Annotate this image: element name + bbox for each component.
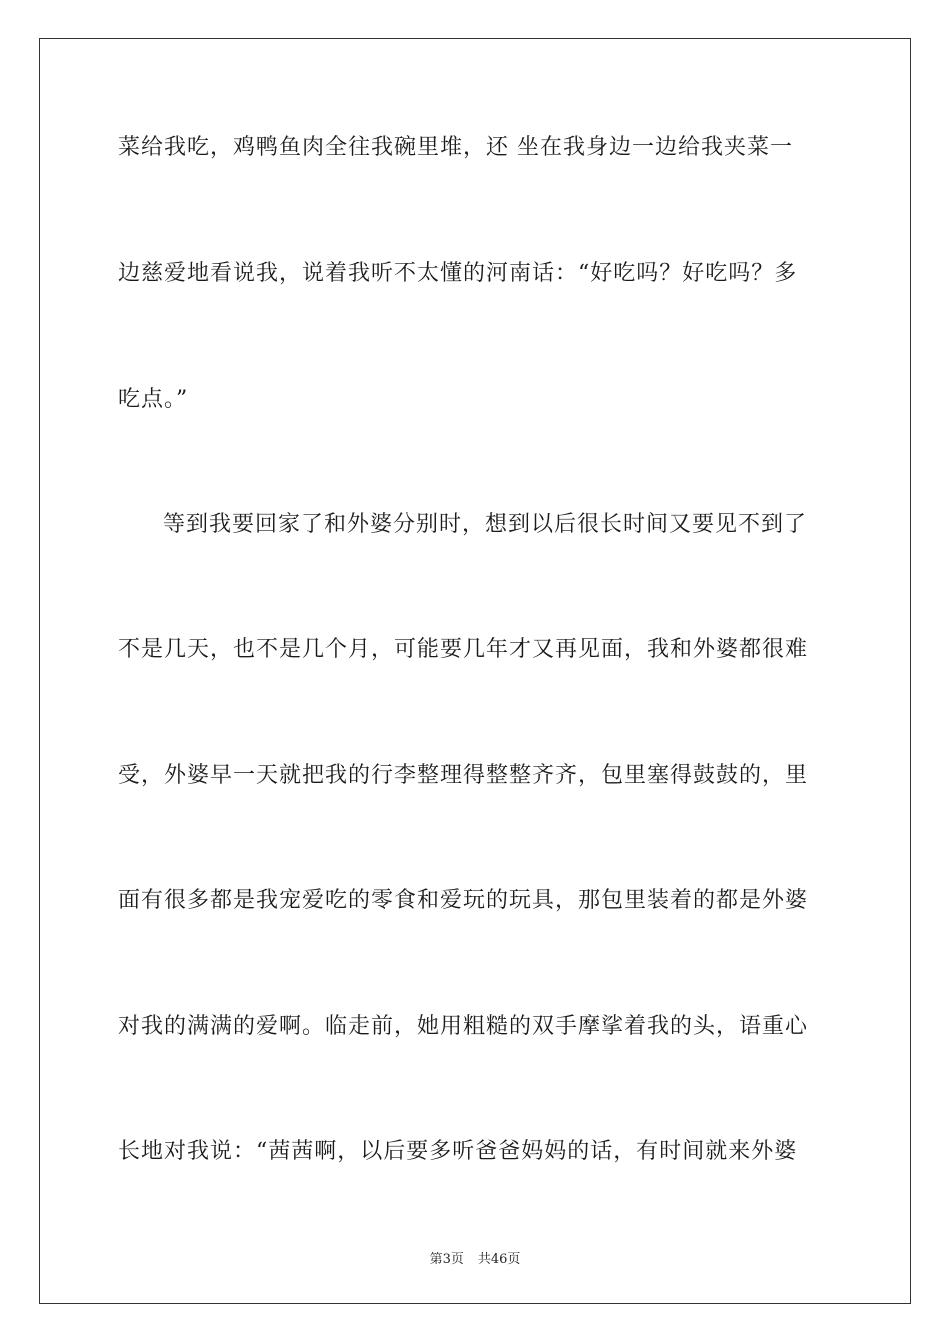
body-text-line: 面有很多都是我宠爱吃的零食和爱玩的玩具，那包里装着的都是外婆 xyxy=(118,888,809,913)
paragraph-first-line: 等到我要回家了和外婆分别时，想到以后很长时间又要见不到了 xyxy=(163,512,808,537)
page-total: 共46页 xyxy=(477,1252,521,1267)
page-border xyxy=(39,38,911,1304)
body-text-line: 受，外婆早一天就把我的行李整理得整整齐齐，包里塞得鼓鼓的，里 xyxy=(118,763,809,788)
body-text-line: 不是几天，也不是几个月，可能要几年才又再见面，我和外婆都很难 xyxy=(118,637,809,662)
body-text-line: 菜给我吃，鸡鸭鱼肉全往我碗里堆，还 坐在我身边一边给我夹菜一 xyxy=(118,135,793,160)
body-text-line: 长地对我说：“茜茜啊，以后要多听爸爸妈妈的话，有时间就来外婆 xyxy=(118,1139,798,1164)
body-text-line: 边慈爱地看说我，说着我听不太懂的河南话：“好吃吗？好吃吗？多 xyxy=(118,261,798,286)
body-text-line: 吃点。” xyxy=(118,387,189,412)
page-number: 第3页 xyxy=(429,1252,464,1267)
page-footer xyxy=(0,1248,950,1267)
body-text-line: 对我的满满的爱啊。临走前，她用粗糙的双手摩挲着我的头，语重心 xyxy=(118,1014,809,1039)
